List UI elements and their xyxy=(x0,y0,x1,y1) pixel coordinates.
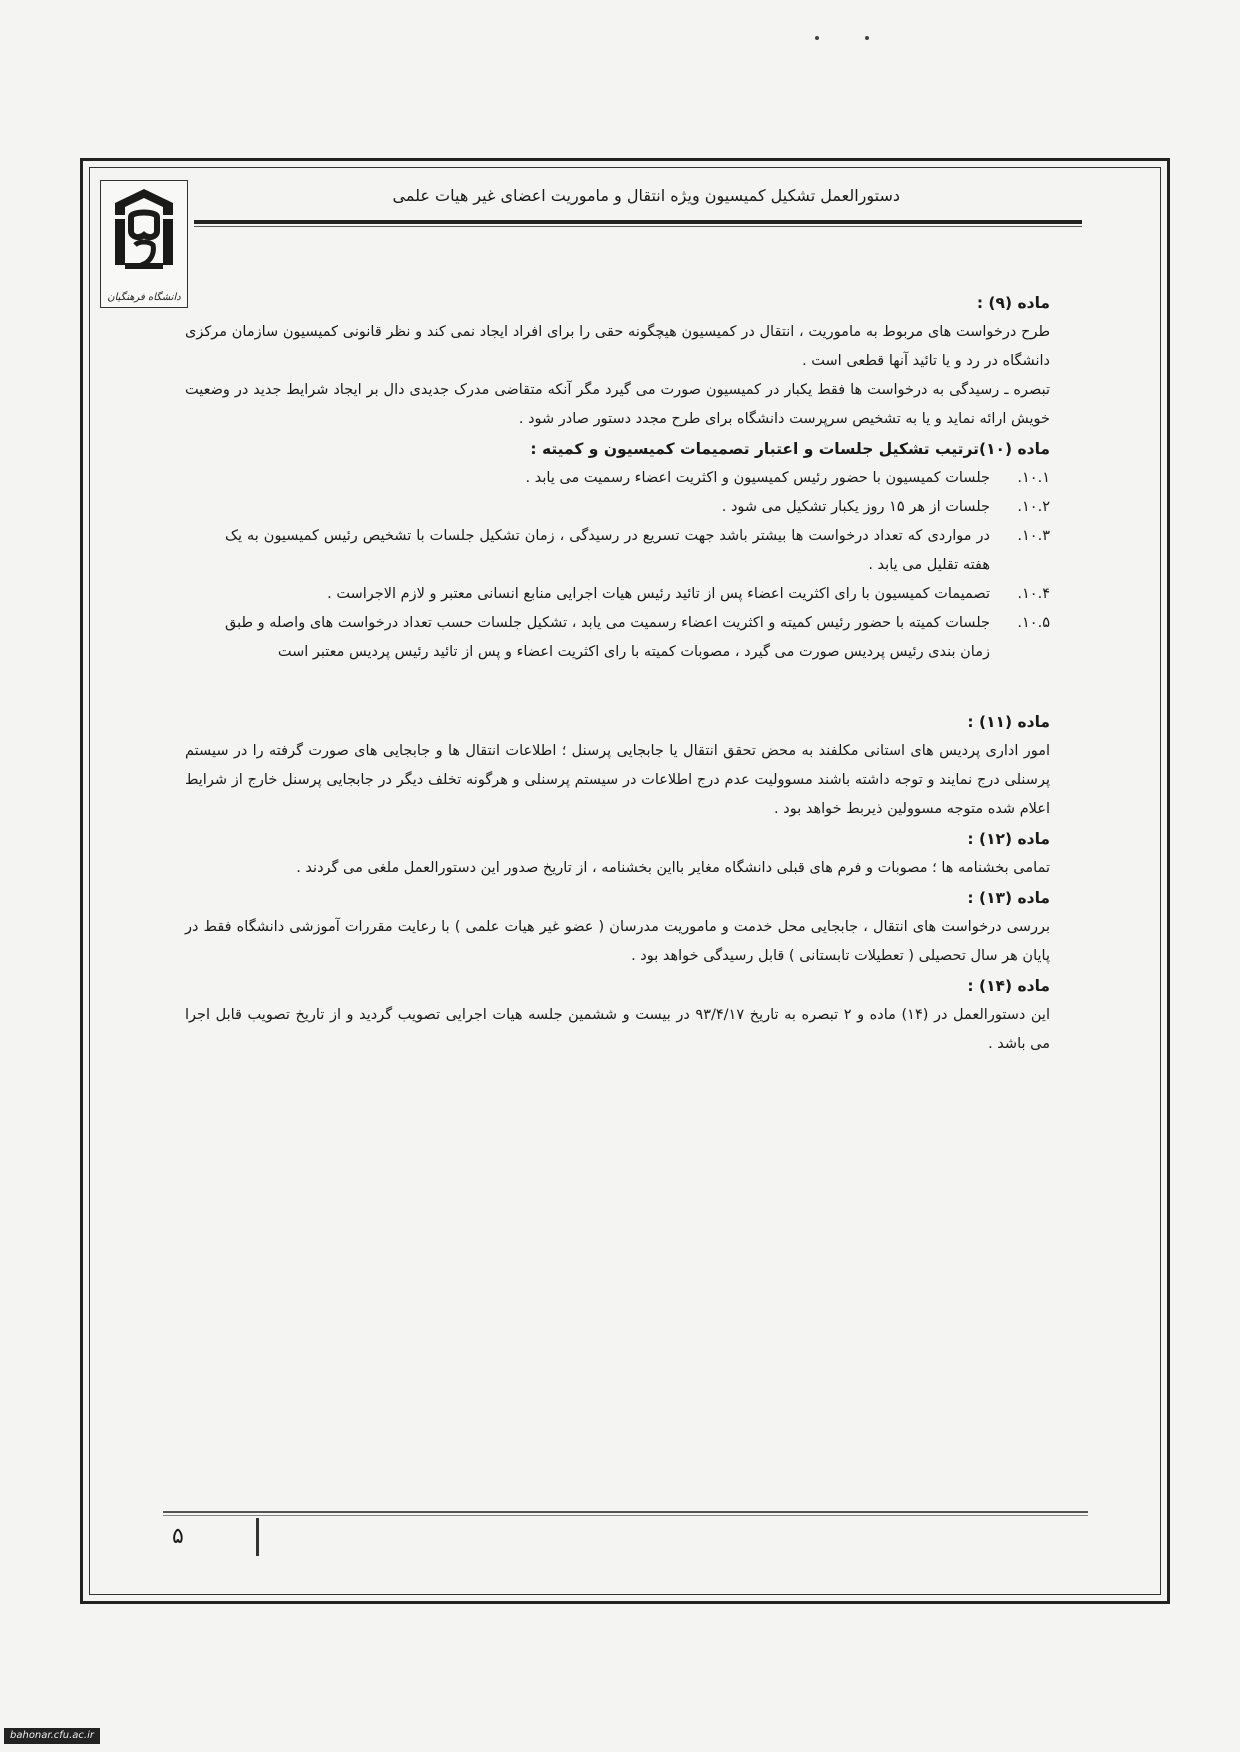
document-body xyxy=(185,288,1050,1059)
list-item-text: جلسات از هر ۱۵ روز یکبار تشکیل می شود . xyxy=(721,499,990,515)
article-10-title: ماده (۱۰)ترتیب تشکیل جلسات و اعتبار تصمیمات کمیسیون و کمیته : xyxy=(530,440,1050,458)
article-9-title: ماده (۹) : xyxy=(976,294,1050,312)
article-9-paragraph: طرح درخواست های مربوط به ماموریت ، انتقال در کمیسیون هیچگونه حقی را برای افراد ایجاد نمی کند و نظر قانونی کمیسیون سازمان مرکزی دانشگاه در رد و یا تائید آنها قطعی است . xyxy=(185,324,1050,369)
article-12-paragraph: تمامی بخشنامه ها ؛ مصوبات و فرم های قبلی دانشگاه مغایر بااین بخشنامه ، از تاریخ صدور این دستورالعمل ملغی می گردند . xyxy=(296,860,1050,876)
logo-emblem-icon xyxy=(105,185,183,285)
list-item-number: ۱۰.۴. xyxy=(1017,586,1050,602)
list-item-number: ۱۰.۳. xyxy=(1017,528,1050,544)
list-item xyxy=(185,580,1050,609)
list-item-number: ۱۰.۲. xyxy=(1017,499,1050,515)
article-14-title: ماده (۱۴) : xyxy=(967,977,1050,995)
list-item-number: ۱۰.۱. xyxy=(1017,470,1050,486)
page-number: ۵ xyxy=(172,1524,184,1549)
list-item-text: در مواردی که تعداد درخواست ها بیشتر باشد جهت تسریع در رسیدگی ، زمان تشکیل جلسات با تشخیص رئیس کمیسیون به یک هفته تقلیل می یابد . xyxy=(225,528,990,573)
article-11-paragraph: امور اداری پردیس های استانی مکلفند به محض تحقق انتقال یا جابجایی پرسنل ؛ اطلاعات انتقال ها و جابجایی های صورت گرفته را در سیستم پرسنلی درج نمایند و توجه داشته باشند مسوولیت عدم درج اطلاعات در سیستم پرسنلی و هرگونه تخلف دیگر در جابجایی پرسنل خارج از شرایط اعلام شده متوجه مسوولین ذیربط خواهد بود . xyxy=(185,743,1050,817)
logo-caption: دانشگاه فرهنگیان xyxy=(107,292,181,303)
article-10-list xyxy=(185,464,1050,667)
header-rule-thin xyxy=(194,226,1082,227)
article-9-note: تبصره ـ رسیدگی به درخواست ها فقط یکبار در کمیسیون صورت می گیرد مگر آنکه متقاضی مدرک جدیدی دال بر ایجاد شرایط جدید در وضعیت خویش ارائه نماید و یا به تشخیص سرپرست دانشگاه برای طرح مجدد دستور صادر شود . xyxy=(185,382,1050,427)
list-item xyxy=(185,609,1050,667)
footer-rule xyxy=(163,1511,1088,1513)
article-13-title: ماده (۱۳) : xyxy=(967,889,1050,907)
university-logo xyxy=(100,180,188,308)
list-item-text: جلسات کمیته با حضور رئیس کمیته و اکثریت اعضاء رسمیت می یابد ، تشکیل جلسات حسب تعداد درخواست های واصله و طبق زمان بندی رئیس پردیس صورت می گیرد ، مصوبات کمیته با رای اکثریت اعضاء و پس از تائید رئیس پردیس معتبر است xyxy=(225,615,990,660)
list-item-text: تصمیمات کمیسیون با رای اکثریت اعضاء پس از تائید رئیس هیات اجرایی منابع انسانی معتبر و لازم الاجراست . xyxy=(327,586,990,602)
article-11-title: ماده (۱۱) : xyxy=(967,713,1050,731)
list-item-text: جلسات کمیسیون با حضور رئیس کمیسیون و اکثریت اعضاء رسمیت می یابد . xyxy=(525,470,990,486)
list-item xyxy=(185,522,1050,580)
footer-rule-thin xyxy=(163,1515,1088,1516)
source-watermark: bahonar.cfu.ac.ir xyxy=(4,1728,100,1744)
list-item xyxy=(185,464,1050,493)
header-rule xyxy=(194,220,1082,224)
section-gap xyxy=(185,667,1050,707)
list-item-number: ۱۰.۵. xyxy=(1017,615,1050,631)
article-14-paragraph: این دستورالعمل در (۱۴) ماده و ۲ تبصره به تاریخ ۹۳/۴/۱۷ در بیست و ششمین جلسه هیات اجرایی تصویب گردید و از تاریخ تصویب قابل اجرا می باشد . xyxy=(185,1007,1050,1052)
scan-dots xyxy=(815,34,875,42)
document-title: دستورالعمل تشکیل کمیسیون ویژه انتقال و ماموریت اعضای غیر هیات علمی xyxy=(392,186,900,205)
article-12-title: ماده (۱۲) : xyxy=(967,830,1050,848)
list-item xyxy=(185,493,1050,522)
footer-divider xyxy=(256,1518,259,1556)
article-13-paragraph: بررسی درخواست های انتقال ، جابجایی محل خدمت و ماموریت مدرسان ( عضو غیر هیات علمی ) با رعایت مقررات آموزشی دانشگاه فقط در پایان هر سال تحصیلی ( تعطیلات تابستانی ) قابل رسیدگی خواهد بود . xyxy=(185,919,1050,964)
